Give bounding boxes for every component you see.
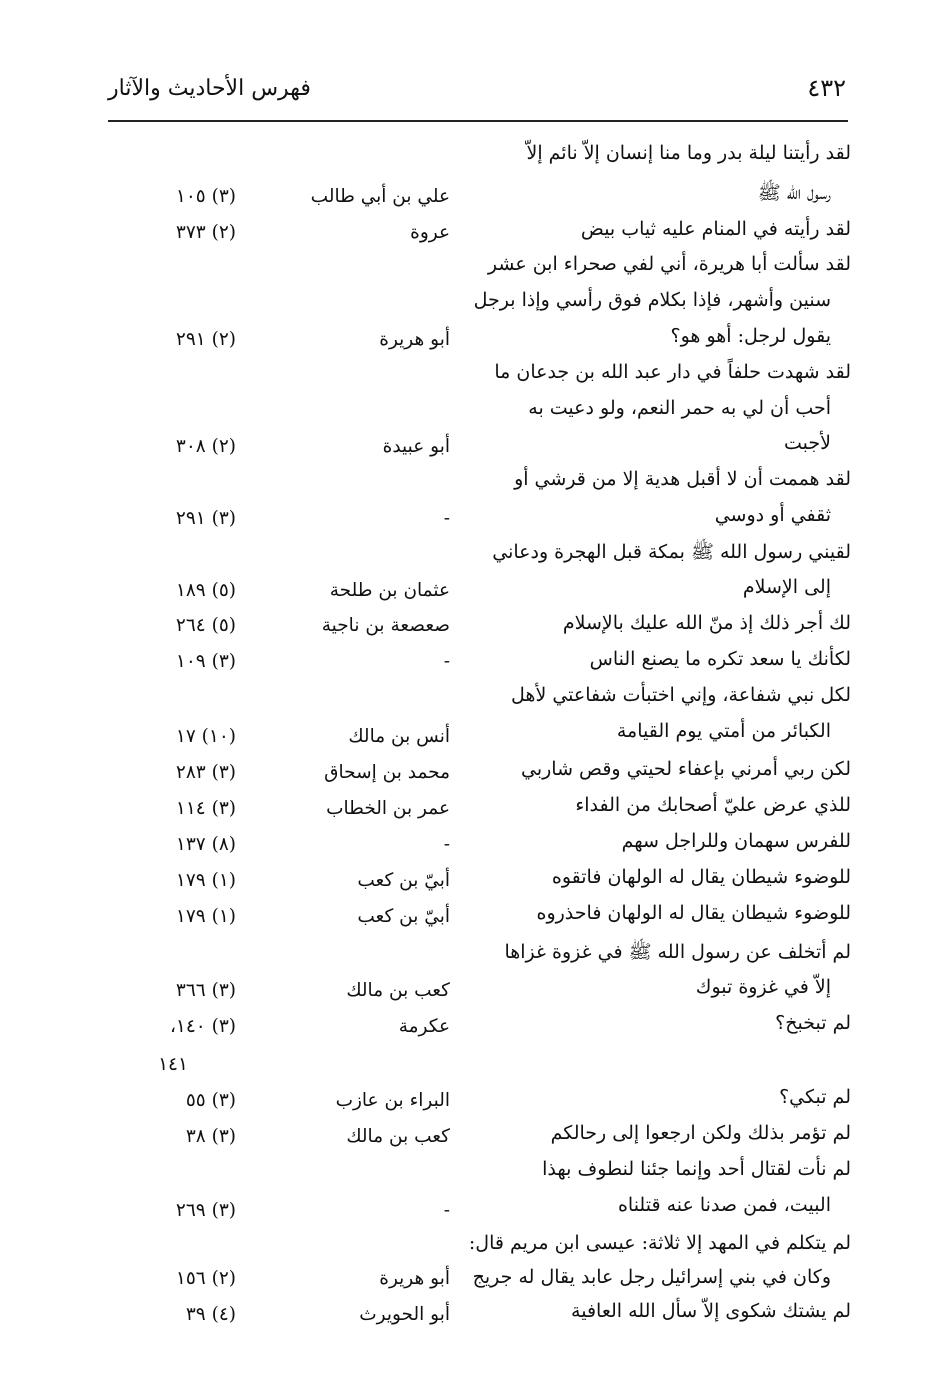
entry-narrator: أبيّ بن كعب — [357, 870, 450, 891]
entry-text-line: رسول الله ﷺ — [757, 182, 831, 204]
entry-reference: (٢) ٣٠٨ — [175, 436, 236, 457]
entry-text-line: وكان في بني إسرائيل رجل عابد يقال له جريج — [472, 1266, 831, 1288]
entry-reference: (١) ١٧٩ — [175, 906, 236, 927]
entry-narrator: عكرمة — [398, 1016, 450, 1037]
entry-text-line: لم تبكي؟ — [779, 1086, 851, 1108]
entry-reference: (٣) ٢٨٣ — [175, 762, 236, 783]
entry-text-line: ثقفي أو دوسي — [714, 504, 831, 526]
entry-text-line: للوضوء شيطان يقال له الولهان فاتقوه — [551, 866, 851, 888]
entry-reference: (٥) ١٨٩ — [175, 580, 236, 601]
entry-narrator: - — [443, 834, 450, 855]
entry-narrator: كعب بن مالك — [346, 980, 450, 1001]
entry-narrator: أبو هريرة — [379, 1268, 450, 1289]
entry-text-line: إلى الإسلام — [742, 576, 831, 598]
entry-text-line: لأجبت — [784, 432, 831, 454]
entry-narrator: - — [443, 508, 450, 529]
entry-reference: (٣) ١٠٩ — [175, 651, 236, 672]
entry-narrator: عروة — [410, 222, 450, 243]
entry-reference: (١٠) ١٧ — [175, 726, 236, 747]
entry-reference: (١) ١٧٩ — [175, 870, 236, 891]
entry-reference-continued: ١٤١ — [158, 1054, 188, 1075]
entry-text-line: الكبائر من أمتي يوم القيامة — [616, 720, 831, 742]
entry-narrator: محمد بن إسحاق — [324, 762, 450, 783]
entry-reference: (٨) ١٣٧ — [175, 834, 236, 855]
entry-text-line: لكأنك يا سعد تكره ما يصنع الناس — [589, 648, 851, 670]
entry-reference: (٢) ٢٩١ — [175, 329, 236, 350]
entry-text-line: لم تؤمر بذلك ولكن ارجعوا إلى رحالكم — [550, 1122, 851, 1144]
entry-reference: (٣) ١٠٥ — [175, 186, 236, 207]
entry-reference: (٣) ١٤٠، — [169, 1016, 236, 1037]
entry-narrator: عمر بن الخطاب — [326, 798, 450, 819]
entry-text-line: لكل نبي شفاعة، وإني اختبأت شفاعتي لأهل — [511, 684, 851, 706]
entry-narrator: أبيّ بن كعب — [357, 906, 450, 927]
entry-reference: (٣) ٥٥ — [185, 1090, 236, 1111]
entry-reference: (٢) ١٥٦ — [175, 1268, 236, 1289]
entry-text-line: يقول لرجل: أهو هو؟ — [670, 325, 831, 347]
entry-text-line: لم تبخبخ؟ — [775, 1012, 851, 1034]
entry-text-line: أحب أن لي به حمر النعم، ولو دعيت به — [528, 397, 831, 419]
entry-text-line: إلاّ في غزوة تبوك — [695, 976, 831, 998]
entry-text-line: لقد سألت أبا هريرة، أني لفي صحراء ابن عشر — [487, 253, 851, 275]
entry-text-line: لقد رأيته في المنام عليه ثياب بيض — [580, 218, 851, 240]
entry-reference: (٣) ٣٨ — [185, 1126, 236, 1147]
entry-text-line: لقد هممت أن لا أقبل هدية إلا من قرشي أو — [514, 468, 851, 490]
entry-narrator: - — [443, 1200, 450, 1221]
entry-narrator: كعب بن مالك — [346, 1126, 450, 1147]
entry-narrator: علي بن أبي طالب — [310, 186, 450, 207]
entry-narrator: أنس بن مالك — [348, 726, 450, 747]
entry-narrator: البراء بن عازب — [335, 1090, 450, 1111]
entry-text-line: للفرس سهمان وللراجل سهم — [621, 830, 851, 852]
entry-narrator: - — [443, 651, 450, 672]
entry-text-line: لم نأت لقتال أحد وإنما جئنا لنطوف بهذا — [542, 1158, 851, 1180]
entry-narrator: صعصعة بن ناجية — [321, 615, 450, 636]
entry-reference: (٣) ٢٩١ — [175, 508, 236, 529]
entry-narrator: أبو عبيدة — [382, 436, 450, 457]
entry-text-line: لم أتخلف عن رسول الله ﷺ في غزوة غزاها — [504, 941, 851, 963]
entry-text-line: لقد رأيتنا ليلة بدر وما منا إنسان إلاّ نائم إلاّ — [526, 142, 851, 164]
entry-text-line: لكن ربي أمرني بإعفاء لحيتي وقص شاربي — [521, 758, 851, 780]
page-number: ٤٣٢ — [807, 74, 846, 102]
entry-text-line: للذي عرض عليّ أصحابك من الفداء — [575, 794, 851, 816]
entry-narrator: أبو الحويرث — [359, 1304, 450, 1325]
entry-narrator: أبو هريرة — [379, 329, 450, 350]
running-title: فهرس الأحاديث والآثار — [108, 76, 311, 101]
entry-reference: (٣) ١١٤ — [175, 798, 236, 819]
entry-text-line: لقد شهدت حلفاً في دار عبد الله بن جدعان ما — [494, 361, 851, 383]
entry-reference: (٢) ٣٧٣ — [175, 222, 236, 243]
entry-reference: (٤) ٣٩ — [185, 1304, 236, 1325]
entry-reference: (٥) ٢٦٤ — [175, 615, 236, 636]
entry-text-line: سنين وأشهر، فإذا بكلام فوق رأسي وإذا برجل — [473, 289, 831, 311]
entry-text-line: للوضوء شيطان يقال له الولهان فاحذروه — [536, 902, 851, 924]
entry-reference: (٣) ٢٦٩ — [175, 1200, 236, 1221]
entry-text-line: البيت، فمن صدنا عنه قتلناه — [617, 1194, 831, 1216]
entry-text-line: لقيني رسول الله ﷺ بمكة قبل الهجرة ودعاني — [492, 541, 851, 563]
entry-text-line: لم يشتك شكوى إلاّ سأل الله العافية — [571, 1300, 851, 1322]
entry-text-line: لك أجر ذلك إذ منّ الله عليك بالإسلام — [562, 612, 851, 634]
entry-text-line: لم يتكلم في المهد إلا ثلاثة: عيسى ابن مريم قال: — [468, 1232, 851, 1254]
entry-reference: (٣) ٣٦٦ — [175, 980, 236, 1001]
entry-narrator: عثمان بن طلحة — [329, 580, 450, 601]
